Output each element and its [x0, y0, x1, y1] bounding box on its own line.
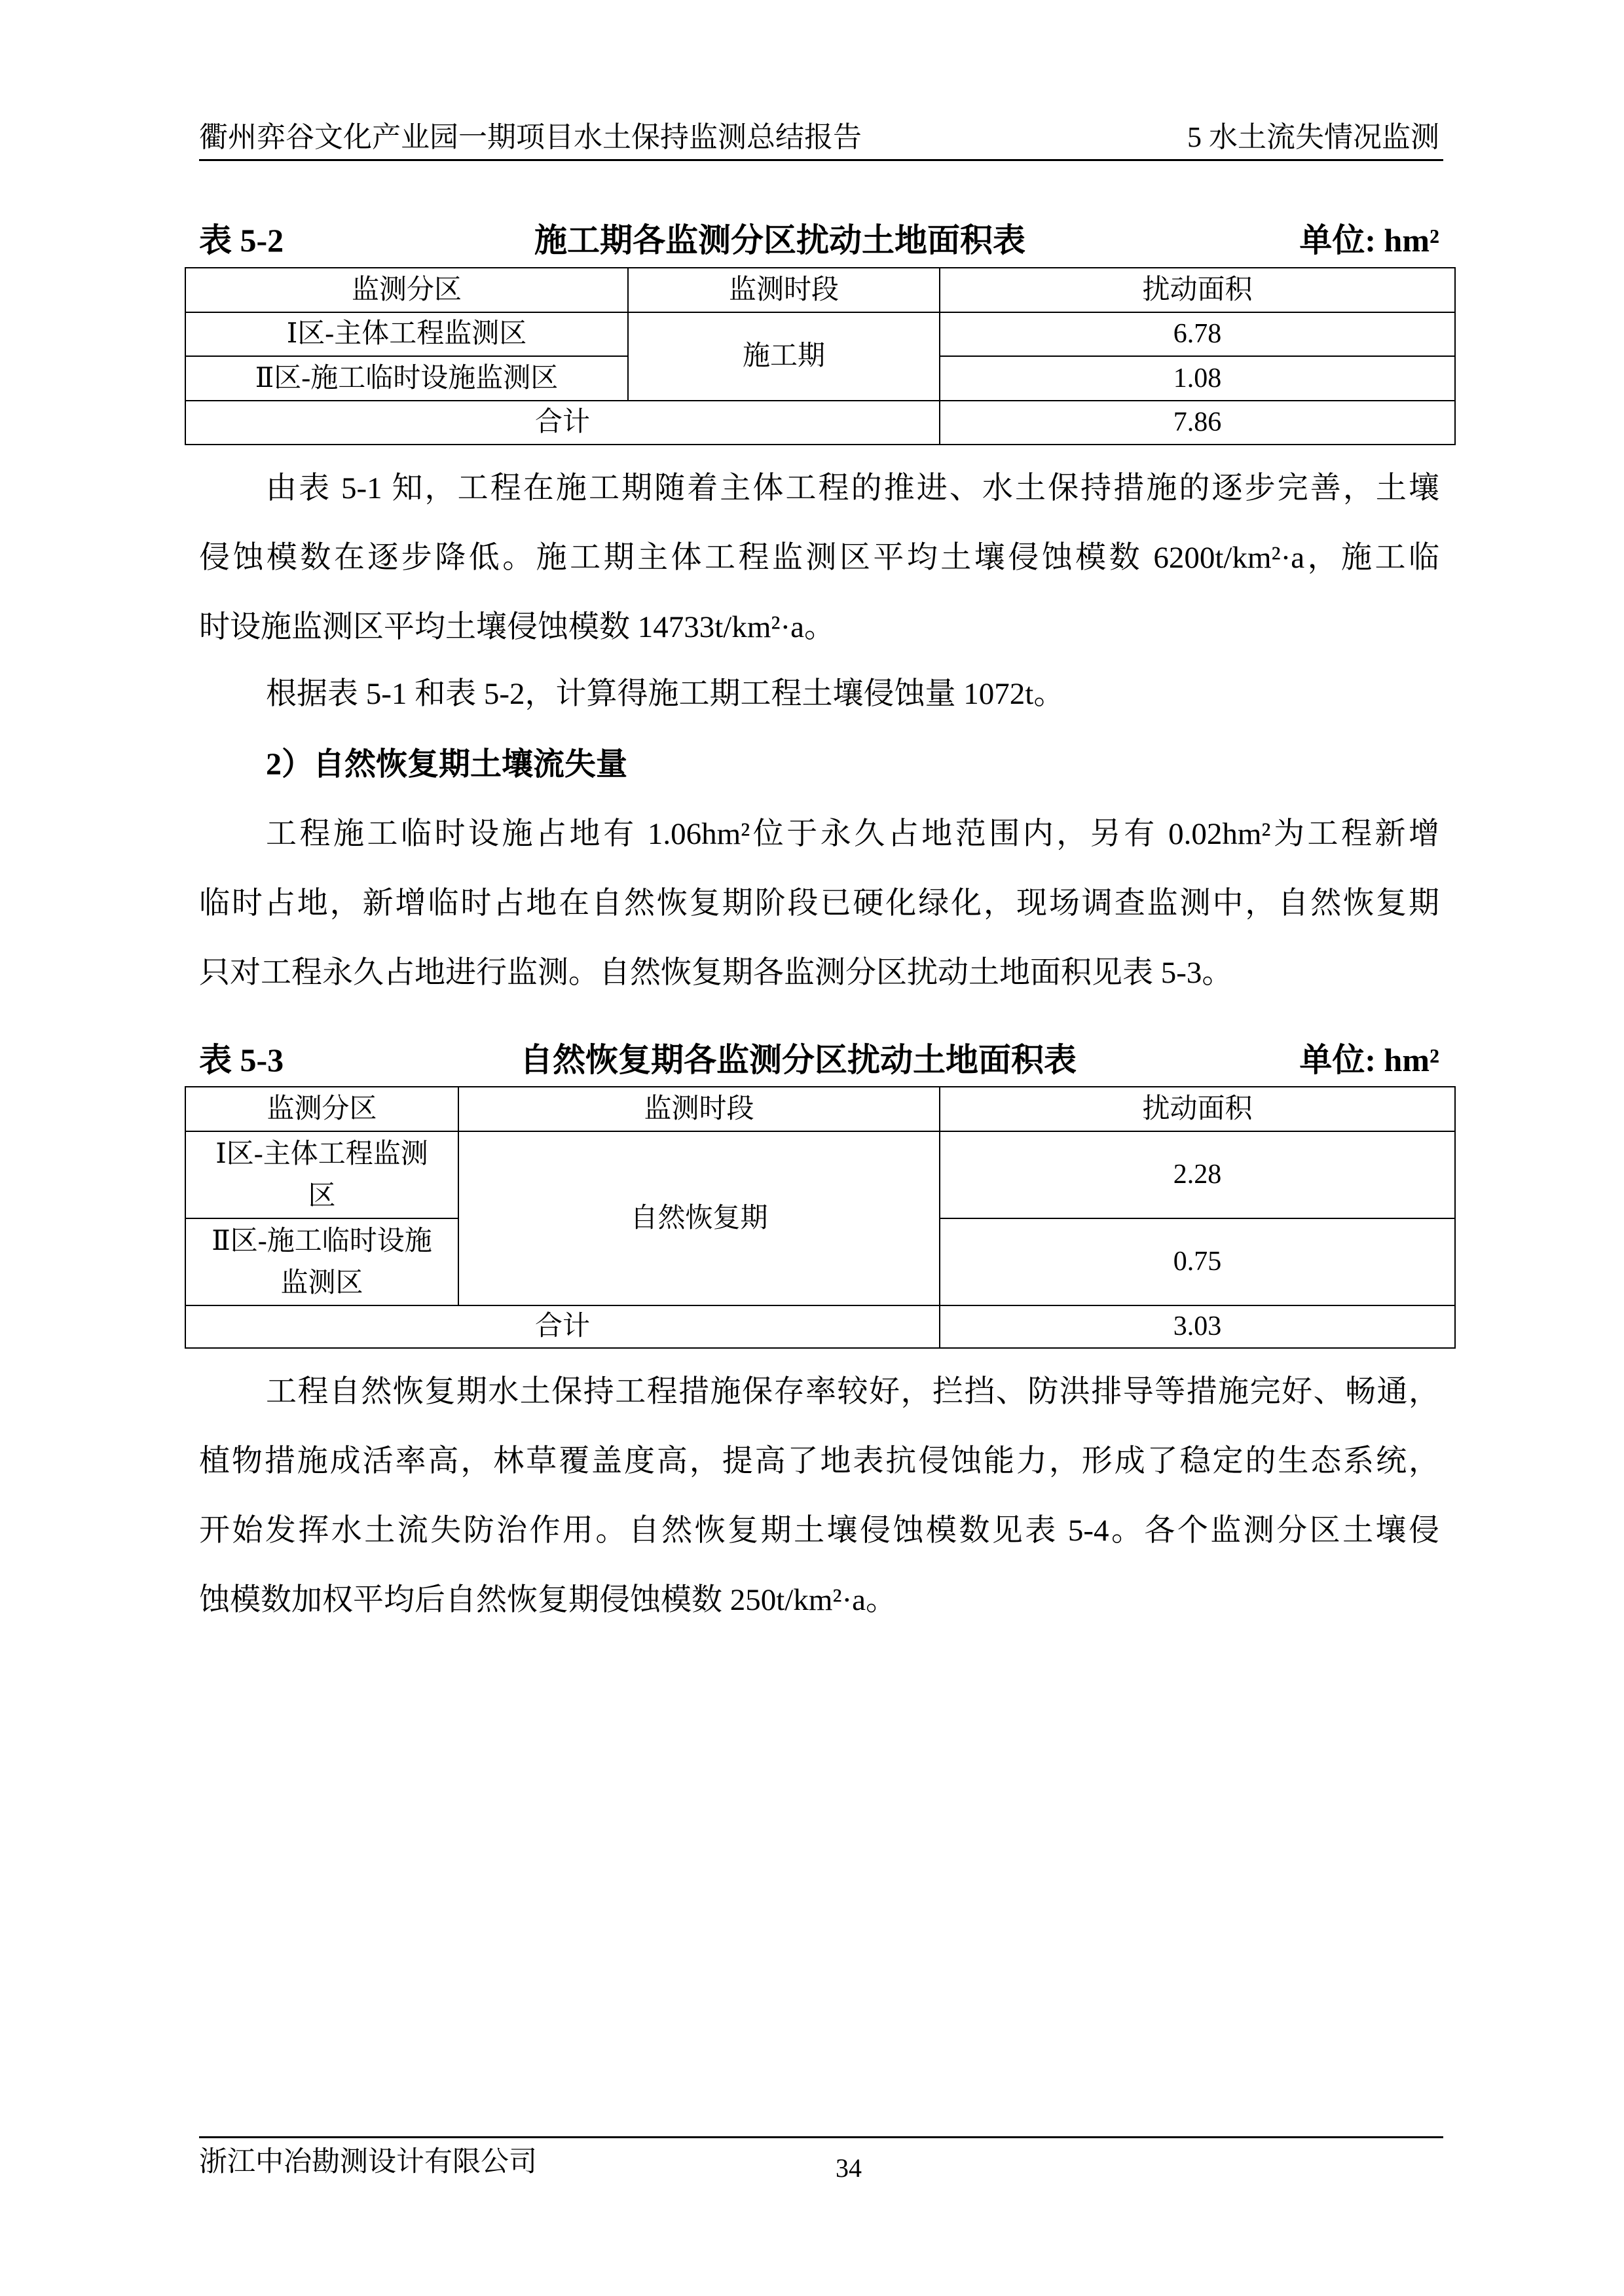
paragraph-line: 开始发挥水土流失防治作用。自然恢复期土壤侵蚀模数见表 5-4。各个监测分区土壤侵 — [199, 1514, 1439, 1548]
zone-cell-line: Ⅰ区-主体工程监测 — [215, 1139, 428, 1169]
table-total-row — [185, 1305, 1455, 1348]
footer-rule — [199, 2136, 1443, 2138]
page-number: 34 — [836, 2153, 862, 2183]
paragraph-line: 根据表 5-1 和表 5-2，计算得施工期工程土壤侵蚀量 1072t。 — [266, 677, 1065, 711]
period-cell: 自然恢复期 — [458, 1131, 940, 1305]
footer-company: 浙江中冶勘测设计有限公司 — [199, 2147, 537, 2178]
zone-cell: Ⅱ区-施工临时设施监测区 — [185, 356, 628, 401]
column-header-area: 扰动面积 — [940, 268, 1455, 312]
table-5-2-caption — [0, 221, 1624, 260]
zone-cell-line: Ⅱ区-施工临时设施 — [212, 1226, 432, 1256]
table-header-row — [185, 1087, 1455, 1131]
table-header-row — [185, 268, 1455, 312]
paragraph-erosion-modulus — [199, 454, 1439, 662]
zone-cell — [185, 1218, 458, 1305]
paragraph-line: 植物措施成活率高，林草覆盖度高，提高了地表抗侵蚀能力，形成了稳定的生态系统， — [199, 1444, 1439, 1478]
paragraph-line: 只对工程永久占地进行监测。自然恢复期各监测分区扰动土地面积见表 5-3。 — [199, 956, 1233, 990]
paragraph-line: 侵蚀模数在逐步降低。施工期主体工程监测区平均土壤侵蚀模数 6200t/km²·a，施工临 — [199, 541, 1439, 575]
table-total-row — [185, 401, 1455, 445]
area-cell: 2.28 — [940, 1131, 1455, 1218]
column-header-zone: 监测分区 — [185, 1087, 458, 1131]
zone-cell — [185, 1131, 458, 1218]
total-label-cell: 合计 — [185, 1305, 940, 1348]
table-title: 施工期各监测分区扰动土地面积表 — [534, 222, 1025, 259]
area-cell: 1.08 — [940, 356, 1455, 401]
zone-cell-line: 监测区 — [280, 1267, 363, 1298]
total-label-cell: 合计 — [185, 401, 940, 445]
paragraph-line: 由表 5-1 知，工程在施工期随着主体工程的推进、水土保持措施的逐步完善，土壤 — [266, 471, 1439, 505]
table-row — [185, 312, 1455, 356]
paragraph-line: 工程自然恢复期水土保持工程措施保存率较好，拦挡、防洪排导等措施完好、畅通， — [266, 1375, 1439, 1409]
header-report-title: 衢州弈谷文化产业园一期项目水土保持监测总结报告 — [199, 121, 862, 153]
period-cell: 施工期 — [628, 312, 940, 401]
paragraph-line: 工程施工临时设施占地有 1.06hm²位于永久占地范围内，另有 0.02hm²为工程新增 — [266, 817, 1439, 851]
section-heading — [199, 730, 1439, 799]
table-number: 表 5-2 — [199, 222, 284, 259]
area-cell: 6.78 — [940, 312, 1455, 356]
paragraph-recovery-effect — [199, 1357, 1439, 1635]
table-5-2 — [185, 267, 1456, 445]
paragraph-erosion-amount — [199, 659, 1439, 729]
column-header-zone: 监测分区 — [185, 268, 628, 312]
paragraph-line: 临时占地，新增临时占地在自然恢复期阶段已硬化绿化，现场调查监测中，自然恢复期 — [199, 886, 1439, 920]
table-title: 自然恢复期各监测分区扰动土地面积表 — [520, 1042, 1077, 1078]
table-5-3 — [185, 1086, 1456, 1349]
table-unit: 单位: hm² — [1299, 222, 1439, 259]
zone-cell-line: 区 — [308, 1180, 336, 1211]
total-area-cell: 7.86 — [940, 401, 1455, 445]
table-row — [185, 1131, 1455, 1218]
column-header-period: 监测时段 — [628, 268, 940, 312]
column-header-area: 扰动面积 — [940, 1087, 1455, 1131]
table-unit: 单位: hm² — [1299, 1042, 1439, 1078]
heading-text: 2）自然恢复期土壤流失量 — [266, 747, 628, 782]
header-section-title: 5 水土流失情况监测 — [1187, 121, 1439, 153]
total-area-cell: 3.03 — [940, 1305, 1455, 1348]
header-rule — [199, 159, 1443, 161]
paragraph-natural-recovery — [199, 799, 1439, 1008]
paragraph-line: 时设施监测区平均土壤侵蚀模数 14733t/km²·a。 — [199, 610, 836, 644]
paragraph-line: 蚀模数加权平均后自然恢复期侵蚀模数 250t/km²·a。 — [199, 1583, 897, 1617]
table-number: 表 5-3 — [199, 1042, 284, 1078]
area-cell: 0.75 — [940, 1218, 1455, 1305]
column-header-period: 监测时段 — [458, 1087, 940, 1131]
zone-cell: Ⅰ区-主体工程监测区 — [185, 312, 628, 356]
table-5-3-caption — [0, 1040, 1624, 1080]
